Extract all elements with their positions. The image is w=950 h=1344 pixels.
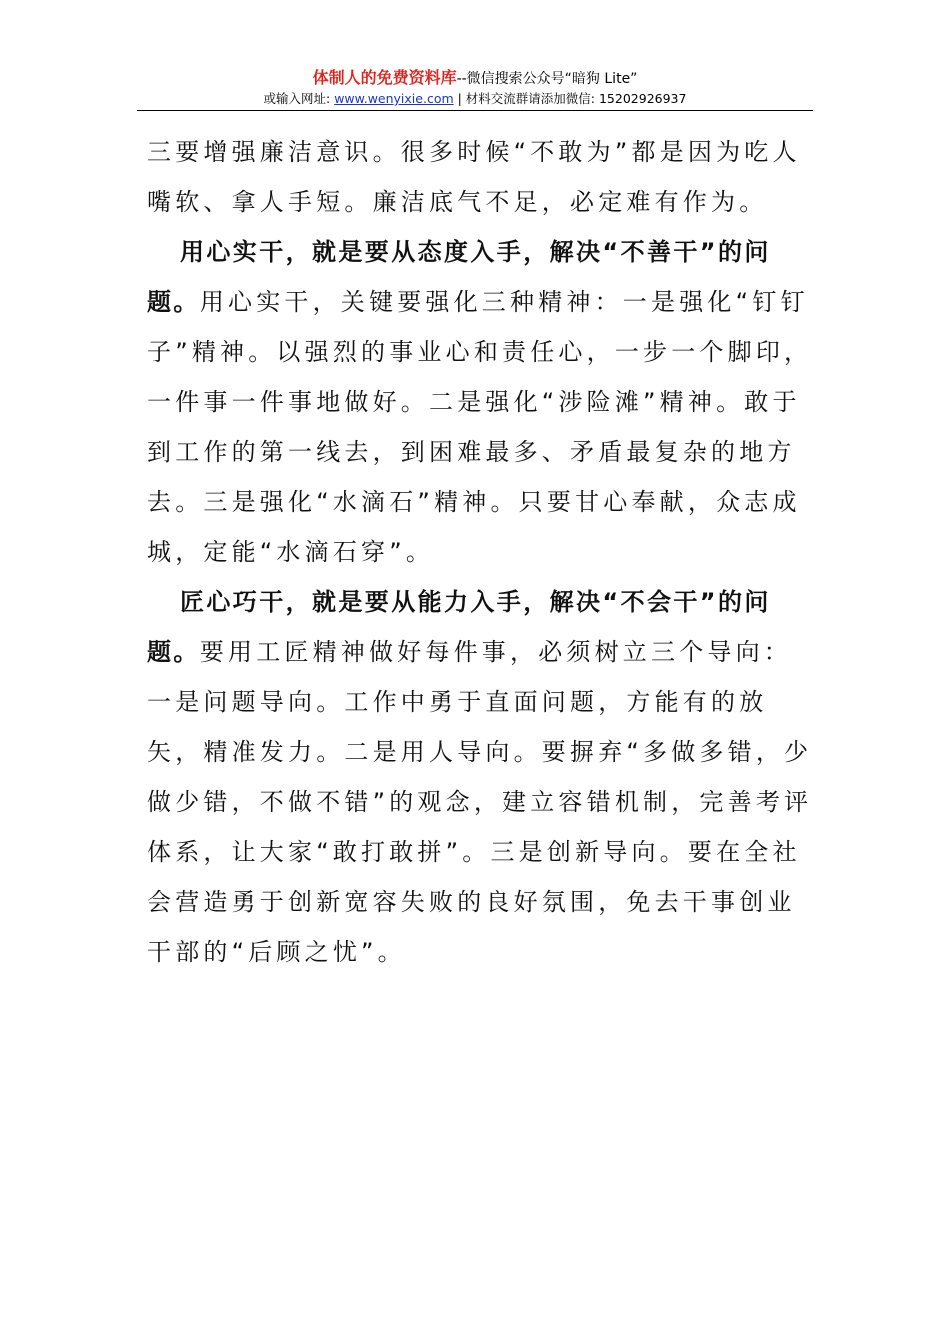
page-header xyxy=(0,68,950,108)
paragraph-3 xyxy=(147,577,813,977)
paragraph-heading: 用心实干，就是要从态度入手，解决“不善干”的问题。 xyxy=(147,238,771,316)
paragraph-text: 三要增强廉洁意识。很多时候“不敢为”都是因为吃人嘴软、拿人手短。廉洁底气不足，必定难有作为。 xyxy=(147,138,801,216)
header-contact-line xyxy=(0,90,950,108)
paragraph-2 xyxy=(147,227,813,577)
header-site-link[interactable]: www.wenyixie.com xyxy=(334,91,454,106)
header-title-line xyxy=(0,68,950,89)
header-tagline: --微信搜索公众号“暗狗 Lite” xyxy=(456,71,638,87)
paragraph-1 xyxy=(147,127,813,227)
header-divider xyxy=(137,110,813,111)
document-body xyxy=(147,127,813,977)
header-brand: 体制人的免费资料库 xyxy=(312,68,457,87)
paragraph-heading: 匠心巧干，就是要从能力入手，解决“不会干”的问题。 xyxy=(147,588,771,666)
header-site-prefix: 或输入网址: xyxy=(263,91,335,106)
paragraph-text: 用心实干，关键要强化三种精神：一是强化“钉钉子”精神。以强烈的事业心和责任心，一步一个脚印，一件事一件事地做好。二是强化“涉险滩”精神。敢于到工作的第一线去，到困难最多、矛盾最复杂的地方去。三是强化“水滴石”精神。只要甘心奉献，众志成城，定能“水滴石穿”。 xyxy=(147,288,813,566)
header-contact: | 材料交流群请添加微信: 15202926937 xyxy=(453,91,687,106)
paragraph-text: 要用工匠精神做好每件事，必须树立三个导向：一是问题导向。工作中勇于直面问题，方能有的放矢，精准发力。二是用人导向。要摒弃“多做多错，少做少错，不做不错”的观念，建立容错机制，完善考评体系，让大家“敢打敢拼”。三是创新导向。要在全社会营造勇于创新宽容失败的良好氛围，免去干事创业干部的“后顾之忧”。 xyxy=(147,638,813,966)
